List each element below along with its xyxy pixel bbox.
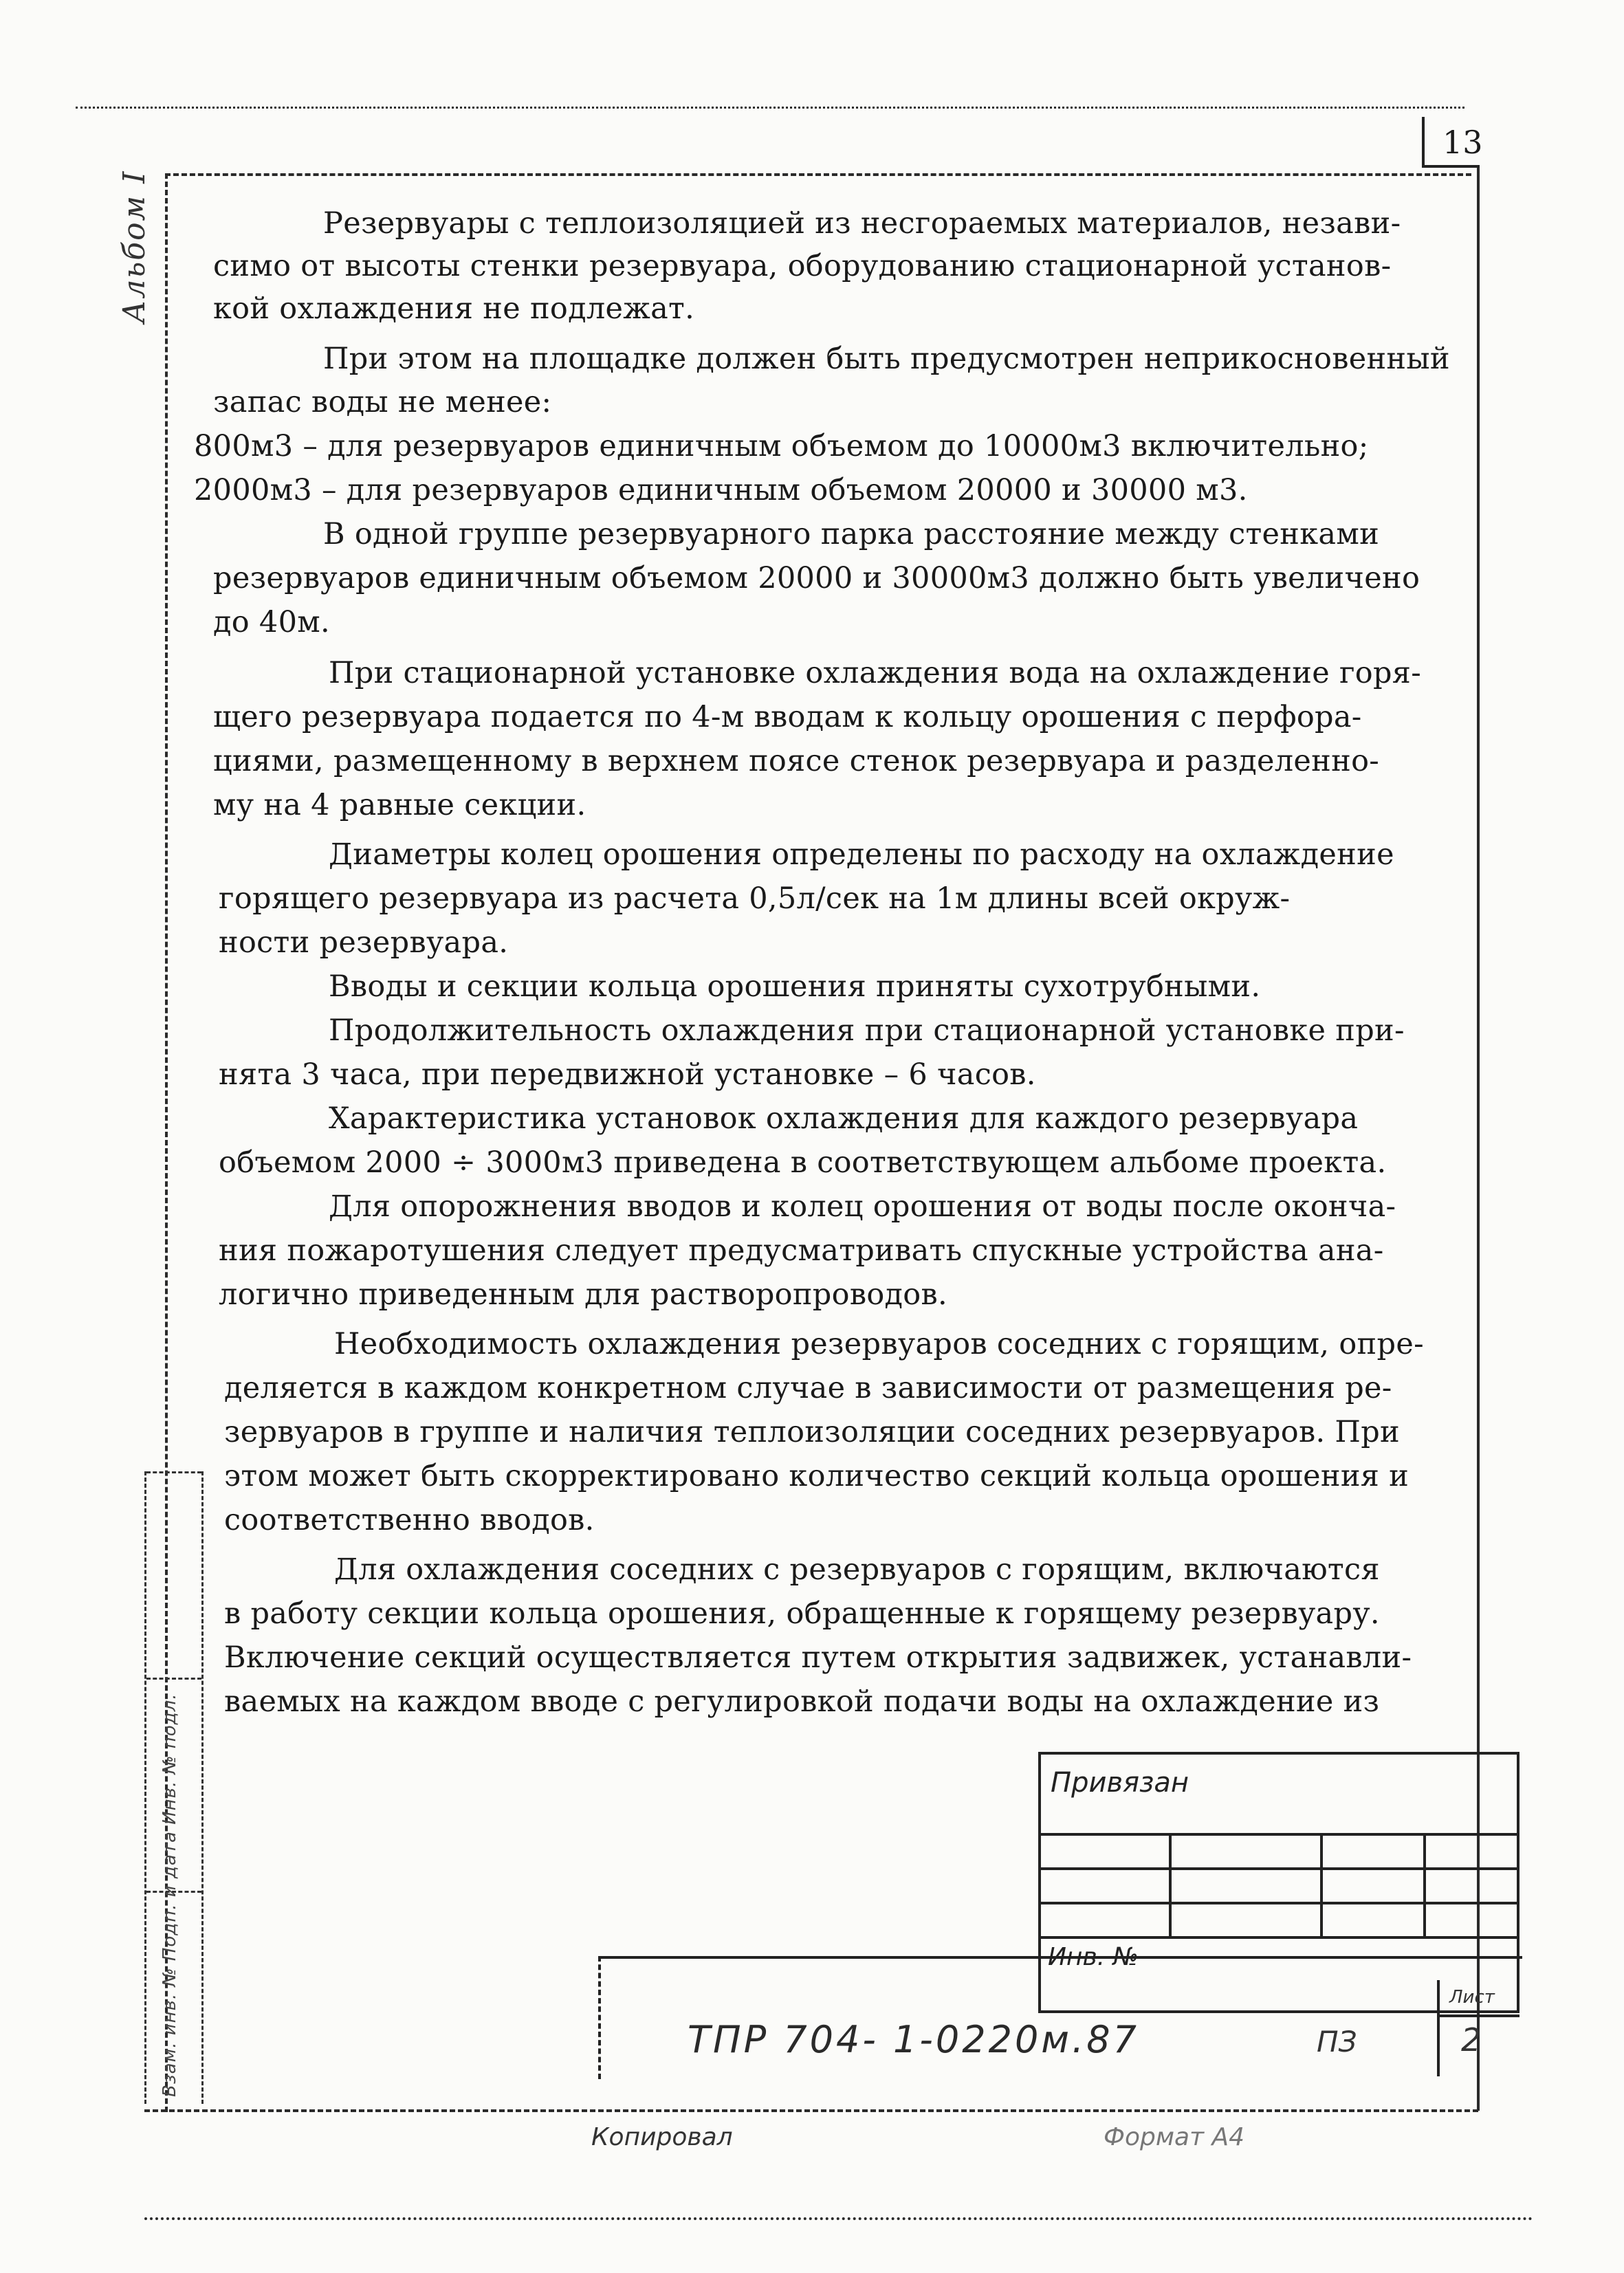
margin-stamp-text: Взам. инв. № Подп. и дата Инв. № подл. bbox=[160, 1693, 180, 2097]
title-block-row-line bbox=[1038, 1902, 1517, 1904]
text-line-2: симо от высоты стенки резервуара, оборудованию стационарной установ- bbox=[213, 249, 1392, 283]
text-line-4: При этом на площадке должен быть предусмотрен неприкосновенный bbox=[323, 342, 1450, 376]
text-line-13: циями, размещенному в верхнем поясе стенок резервуара и разделенно- bbox=[213, 744, 1380, 778]
text-line-29: этом может быть скорректировано количество секций кольца орошения и bbox=[224, 1459, 1409, 1493]
margin-stamp-divider bbox=[146, 1471, 201, 1473]
text-line-1: Резервуары с теплоизоляцией из несгораемых материалов, незави- bbox=[323, 206, 1401, 241]
inv-no-label: Инв. № bbox=[1048, 1943, 1139, 1971]
title-block-col-line bbox=[1423, 1833, 1426, 1936]
text-line-11: При стационарной установке охлаждения вода на охлаждение горя- bbox=[329, 656, 1422, 690]
copied-by: Копировал bbox=[591, 2123, 733, 2151]
sheet-label: Лист bbox=[1449, 1987, 1495, 2008]
title-block-row-line bbox=[1038, 1867, 1517, 1870]
text-line-28: зервуаров в группе и наличия теплоизоляции соседних резервуаров. При bbox=[224, 1415, 1400, 1449]
text-line-31: Для охлаждения соседних с резервуаров с горящим, включаются bbox=[334, 1552, 1380, 1587]
text-line-3: кой охлаждения не подлежат. bbox=[213, 292, 695, 326]
frame-inner-top-line bbox=[165, 173, 1471, 176]
text-line-5: запас воды не менее: bbox=[213, 385, 552, 419]
sheet-number: 13 bbox=[1442, 124, 1483, 161]
text-line-10: до 40м. bbox=[213, 605, 330, 639]
sheet-value: 2 bbox=[1461, 2021, 1482, 2058]
margin-stamp-divider bbox=[146, 1678, 201, 1680]
frame-bottom-line bbox=[144, 2109, 1478, 2112]
title-block-col-line bbox=[1169, 1833, 1172, 1936]
text-line-30: соответственно вводов. bbox=[224, 1503, 595, 1537]
text-line-19: Продолжительность охлаждения при стационарной установке при- bbox=[329, 1013, 1405, 1048]
text-line-34: ваемых на каждом вводе с регулировкой подачи воды на охлаждение из bbox=[224, 1684, 1380, 1719]
text-line-6: 800м3 – для резервуаров единичным объемом до 10000м3 включительно; bbox=[194, 429, 1369, 463]
frame-top-line bbox=[76, 107, 1464, 109]
text-line-16: горящего резервуара из расчета 0,5л/сек на 1м длины всей окруж- bbox=[219, 881, 1291, 916]
text-line-20: нята 3 часа, при передвижной установке – 6 часов. bbox=[219, 1057, 1036, 1092]
doc-code-divider bbox=[1437, 1980, 1440, 2076]
text-line-33: Включение секций осуществляется путем открытия задвижек, устанавли- bbox=[224, 1640, 1412, 1675]
text-line-14: му на 4 равные секции. bbox=[213, 788, 586, 822]
title-block-row-line bbox=[1038, 1833, 1517, 1836]
document-code: ТПР 704- 1-0220м.87 bbox=[688, 2018, 1139, 2061]
text-line-22: объемом 2000 ÷ 3000м3 приведена в соответствующем альбоме проекта. bbox=[219, 1145, 1387, 1180]
text-line-32: в работу секции кольца орошения, обращенные к горящему резервуару. bbox=[224, 1596, 1380, 1631]
privyazan-label: Привязан bbox=[1051, 1767, 1189, 1799]
format-label: Формат А4 bbox=[1104, 2123, 1245, 2151]
text-line-23: Для опорожнения вводов и колец орошения от воды после оконча- bbox=[329, 1189, 1396, 1224]
text-line-17: ности резервуара. bbox=[219, 925, 509, 960]
page-bottom-line bbox=[144, 2217, 1533, 2220]
text-line-27: деляется в каждом конкретном случае в зависимости от размещения ре- bbox=[224, 1371, 1392, 1405]
text-line-12: щего резервуара подается по 4-м вводам к кольцу орошения с перфора- bbox=[213, 700, 1362, 734]
title-block-col-line bbox=[1320, 1833, 1323, 1936]
text-line-25: логично приведенным для растворопроводов. bbox=[219, 1277, 947, 1312]
document-suffix: ПЗ bbox=[1317, 2025, 1357, 2058]
text-line-18: Вводы и секции кольца орошения приняты сухотрубными. bbox=[329, 969, 1261, 1004]
title-block-row-line bbox=[1038, 1936, 1517, 1939]
album-label: Альбом I bbox=[117, 170, 152, 323]
text-line-26: Необходимость охлаждения резервуаров соседних с горящим, опре- bbox=[334, 1327, 1424, 1361]
text-line-7: 2000м3 – для резервуаров единичным объемом 20000 и 30000 м3. bbox=[194, 473, 1248, 507]
text-line-9: резервуаров единичным объемом 20000 и 30000м3 должно быть увеличено bbox=[213, 561, 1420, 595]
text-line-15: Диаметры колец орошения определены по расходу на охлаждение bbox=[329, 837, 1394, 872]
text-line-21: Характеристика установок охлаждения для каждого резервуара bbox=[329, 1101, 1359, 1136]
text-line-24: ния пожаротушения следует предусматривать спускные устройства ана- bbox=[219, 1233, 1384, 1268]
doc-code-divider bbox=[1437, 2014, 1519, 2017]
text-line-8: В одной группе резервуарного парка расстояние между стенками bbox=[323, 517, 1380, 551]
